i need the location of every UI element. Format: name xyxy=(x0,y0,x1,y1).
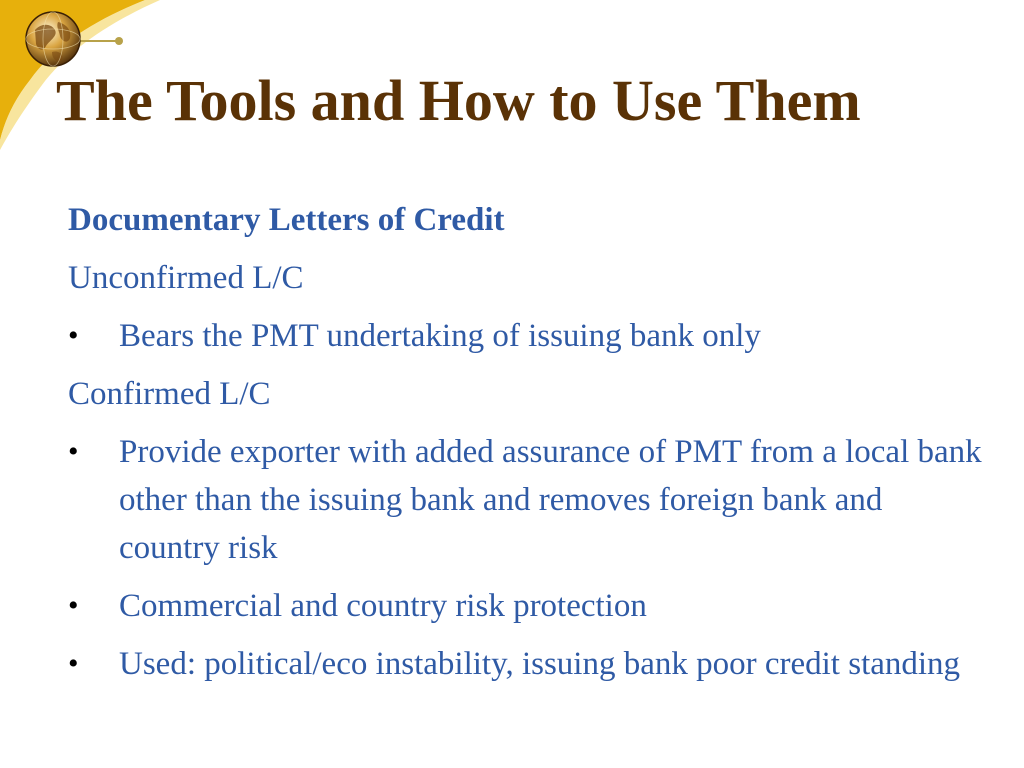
subheading-confirmed: Confirmed L/C xyxy=(68,376,271,412)
slide-body xyxy=(68,196,988,698)
slide-title: The Tools and How to Use Them xyxy=(56,68,861,133)
bullet-item xyxy=(68,640,988,688)
bullet-dot: • xyxy=(68,435,79,468)
subheading-unconfirmed: Unconfirmed L/C xyxy=(68,260,304,296)
pointer-dot xyxy=(115,37,123,45)
bullet-item xyxy=(68,312,988,360)
bullet-text: Commercial and country risk protection xyxy=(119,588,647,624)
bullet-dot: • xyxy=(68,319,79,352)
bullet-item xyxy=(68,582,988,630)
bullet-item xyxy=(68,428,988,572)
bullet-text: Provide exporter with added assurance of PMT from a local bank other than the issuing bank and removes foreign bank and country risk xyxy=(119,434,982,566)
globe-icon xyxy=(26,12,80,66)
bullet-dot: • xyxy=(68,589,79,622)
bullet-text: Bears the PMT undertaking of issuing bank only xyxy=(119,318,761,354)
bullet-text: Used: political/eco instability, issuing bank poor credit standing xyxy=(119,646,961,682)
bullet-dot: • xyxy=(68,647,79,680)
section-heading: Documentary Letters of Credit xyxy=(68,202,505,238)
